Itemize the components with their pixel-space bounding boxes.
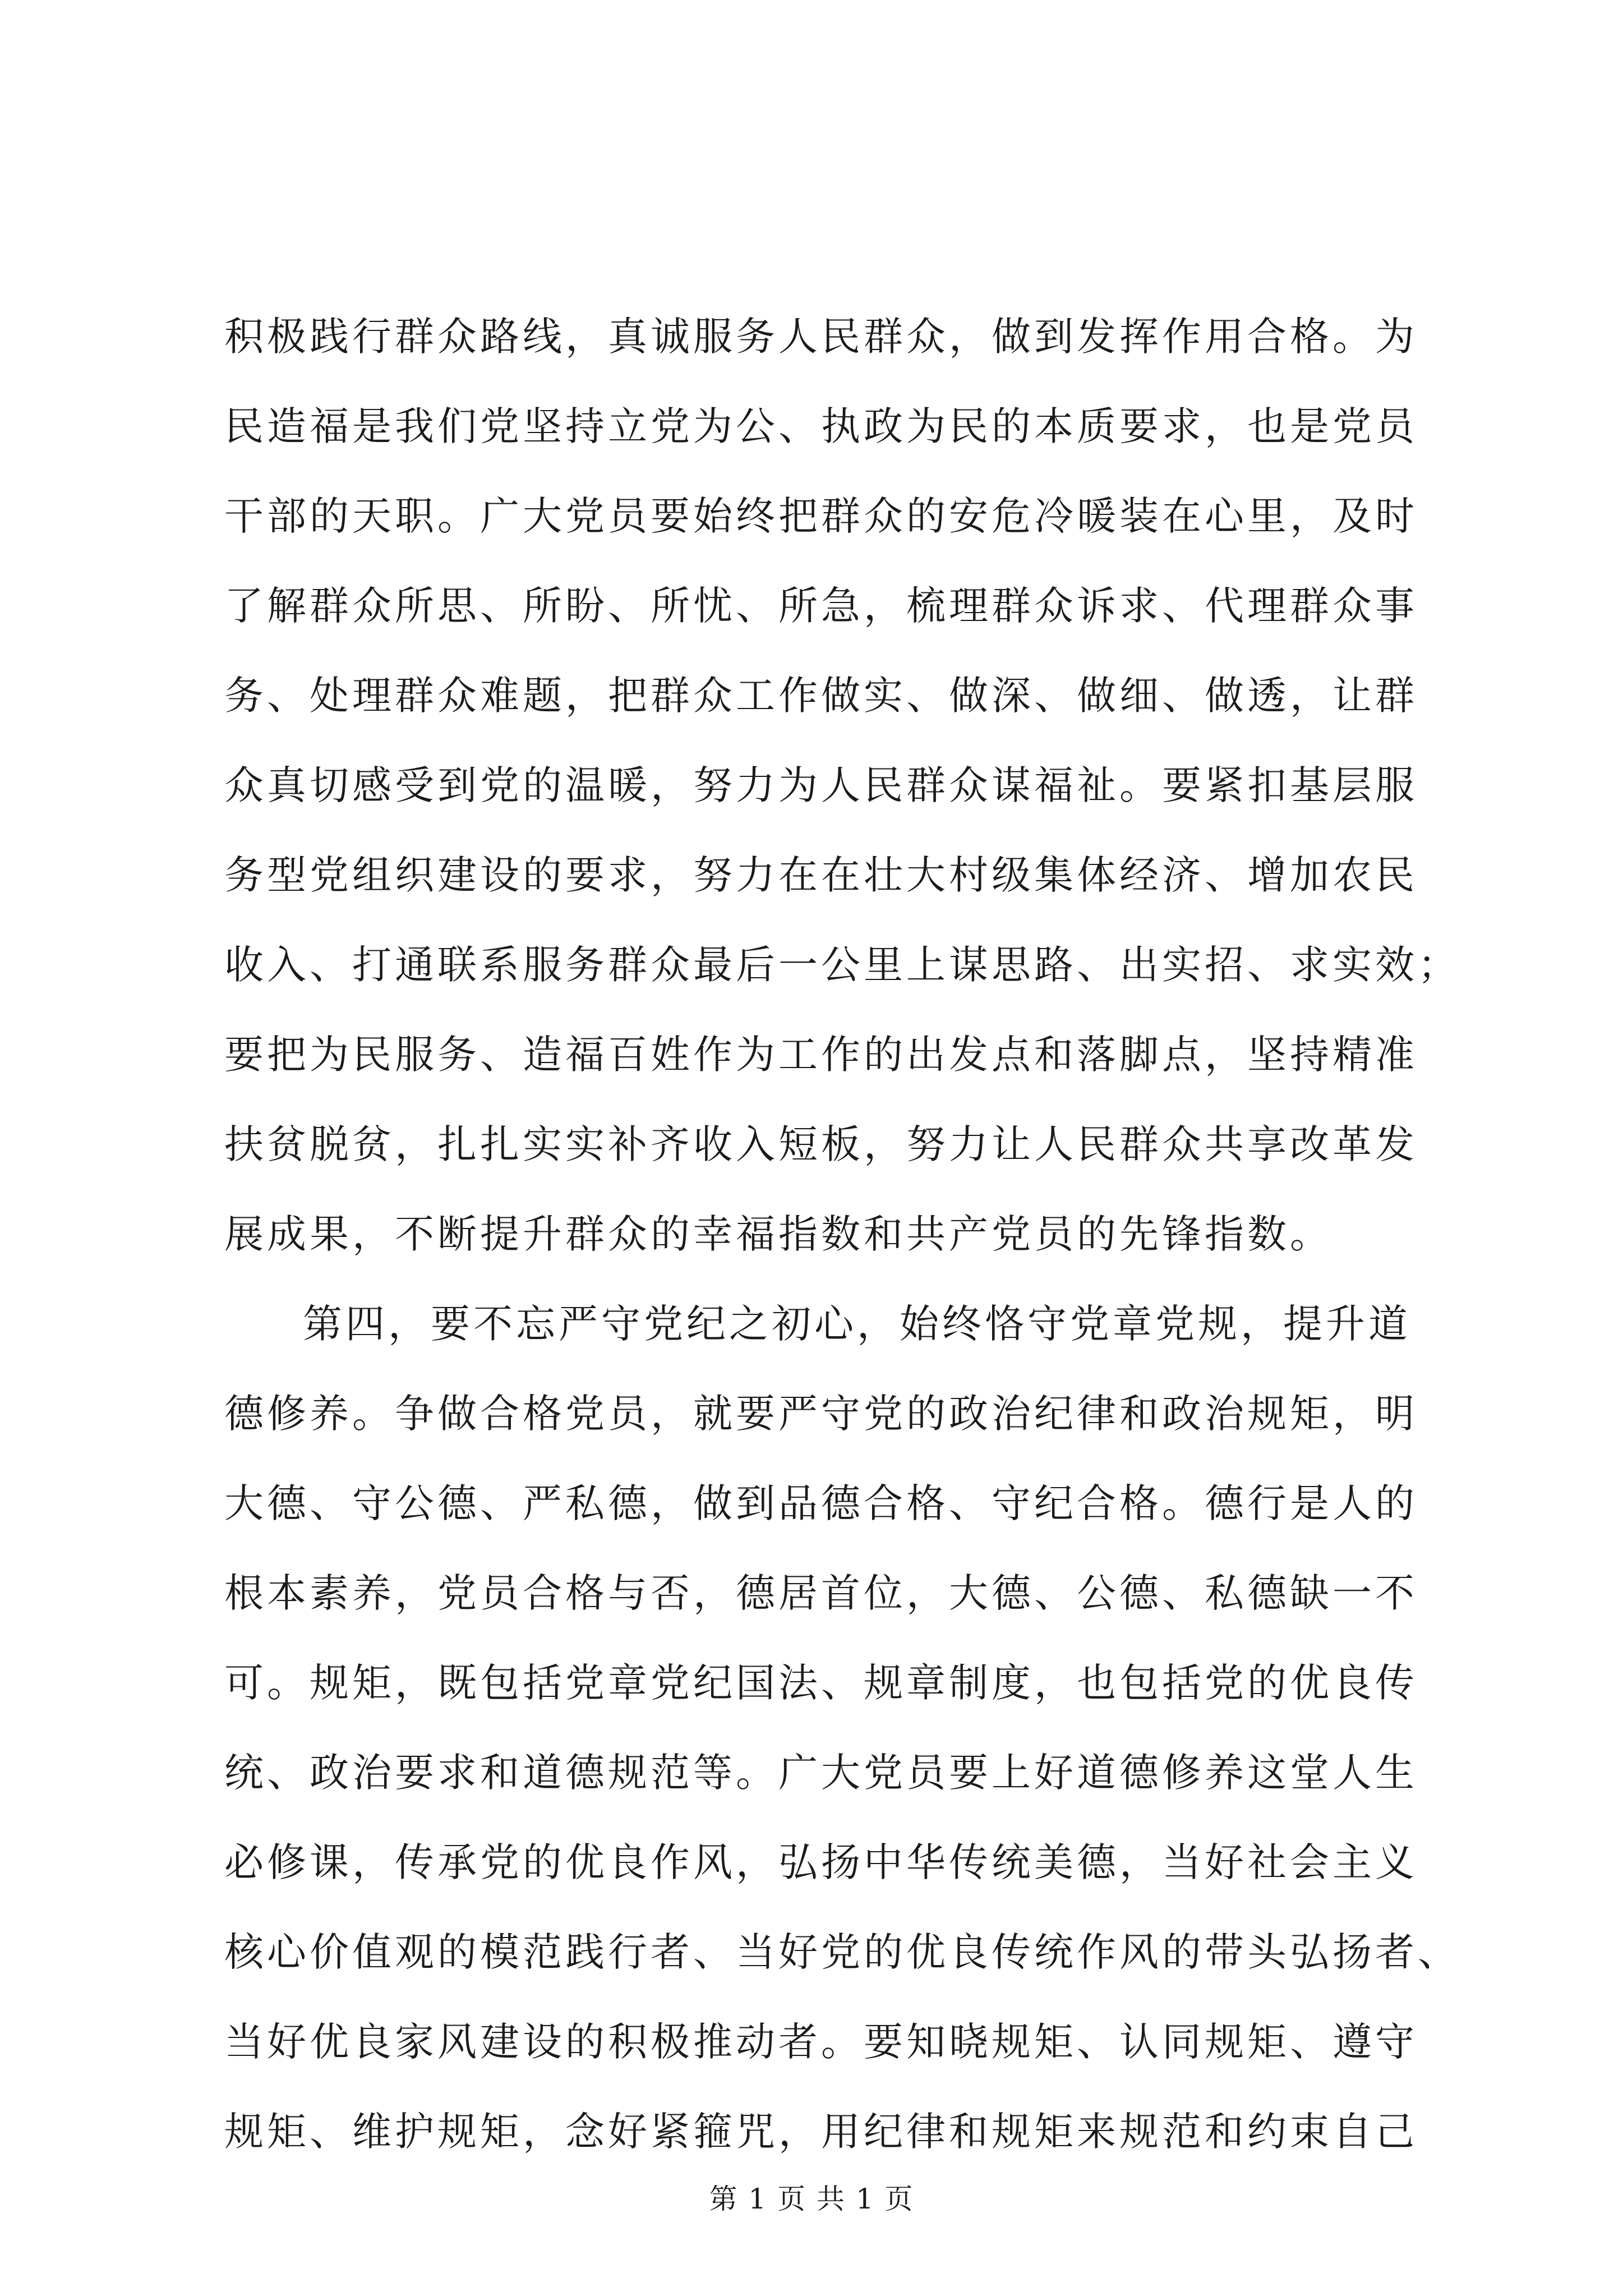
paragraph-line: 务、处理群众难题，把群众工作做实、做深、做细、做透，让群 — [224, 673, 1418, 719]
paragraph-line: 大德、守公德、严私德，做到品德合格、守纪合格。德行是人的 — [224, 1480, 1418, 1526]
paragraph-line: 可。规矩，既包括党章党纪国法、规章制度，也包括党的优良传 — [224, 1660, 1418, 1706]
paragraph-line: 第四，要不忘严守党纪之初心，始终恪守党章党规，提升道 — [303, 1301, 1411, 1347]
paragraph-line: 必修课，传承党的优良作风，弘扬中华传统美德，当好社会主义 — [224, 1839, 1418, 1885]
paragraph-line: 民造福是我们党坚持立党为公、执政为民的本质要求，也是党员 — [224, 403, 1418, 449]
paragraph-line: 众真切感受到党的温暖，努力为人民群众谋福祉。要紧扣基层服 — [224, 762, 1418, 808]
paragraph-line: 统、政治要求和道德规范等。广大党员要上好道德修养这堂人生 — [224, 1750, 1418, 1796]
paragraph-line: 了解群众所思、所盼、所忧、所急，梳理群众诉求、代理群众事 — [224, 583, 1418, 629]
paragraph-line: 德修养。争做合格党员，就要严守党的政治纪律和政治规矩，明 — [224, 1391, 1418, 1437]
page-footer: 第 1 页 共 1 页 — [709, 2183, 914, 2215]
paragraph-line: 干部的天职。广大党员要始终把群众的安危冷暖装在心里，及时 — [224, 493, 1418, 539]
paragraph-line: 扶贫脱贫，扎扎实实补齐收入短板，努力让人民群众共享改革发 — [224, 1121, 1418, 1167]
paragraph-line: 要把为民服务、造福百姓作为工作的出发点和落脚点，坚持精准 — [224, 1032, 1418, 1078]
paragraph-line: 根本素养，党员合格与否，德居首位，大德、公德、私德缺一不 — [224, 1570, 1418, 1616]
paragraph-line: 规矩、维护规矩，念好紧箍咒，用纪律和规矩来规范和约束自己 — [224, 2109, 1418, 2155]
paragraph-line: 务型党组织建设的要求，努力在在壮大村级集体经济、增加农民 — [224, 852, 1418, 898]
paragraph-line: 收入、打通联系服务群众最后一公里上谋思路、出实招、求实效； — [224, 942, 1460, 988]
paragraph-line: 核心价值观的模范践行者、当好党的优良传统作风的带头弘扬者、 — [224, 1929, 1460, 1975]
paragraph-line: 积极践行群众路线，真诚服务人民群众，做到发挥作用合格。为 — [224, 314, 1418, 360]
paragraph-line: 当好优良家风建设的积极推动者。要知晓规矩、认同规矩、遵守 — [224, 2019, 1418, 2065]
paragraph-line: 展成果，不断提升群众的幸福指数和共产党员的先锋指数。 — [224, 1211, 1332, 1257]
